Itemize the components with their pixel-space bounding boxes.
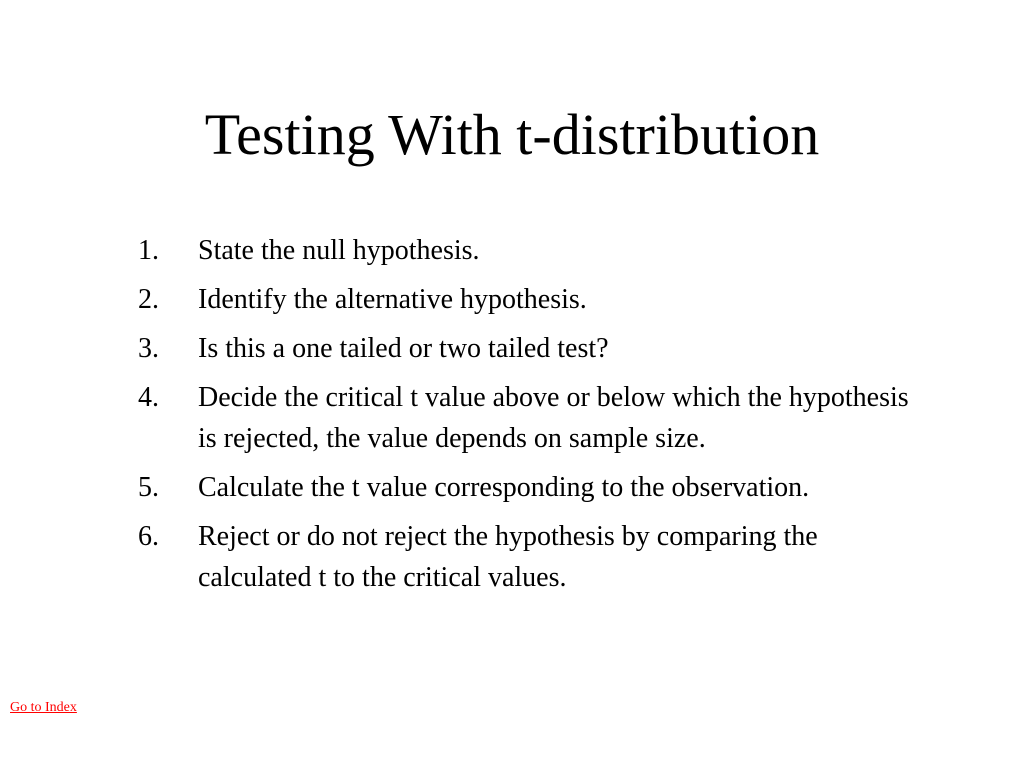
step-number: 4. [138,382,159,413]
slide-title: Testing With t-distribution [204,102,820,167]
list-item [138,328,928,369]
step-number: 3. [138,333,159,364]
step-number: 1. [138,235,159,266]
step-text: Is this a one tailed or two tailed test? [198,333,609,364]
step-text: Decide the critical t value above or below which the hypothesis is rejected, the value depends on sample size. [198,382,909,454]
step-number: 6. [138,521,159,552]
list-item [138,467,928,508]
list-item [138,377,928,459]
list-item [138,279,928,320]
go-to-index-link[interactable]: Go to Index [10,700,77,715]
step-number: 5. [138,472,159,503]
step-text: Reject or do not reject the hypothesis by comparing the calculated t to the critical values. [198,521,818,593]
step-text: Identify the alternative hypothesis. [198,284,587,315]
step-text: Calculate the t value corresponding to the observation. [198,472,810,503]
list-item [138,516,928,598]
step-number: 2. [138,284,159,315]
steps-list [138,230,928,606]
list-item [138,230,928,271]
step-text: State the null hypothesis. [198,235,480,266]
